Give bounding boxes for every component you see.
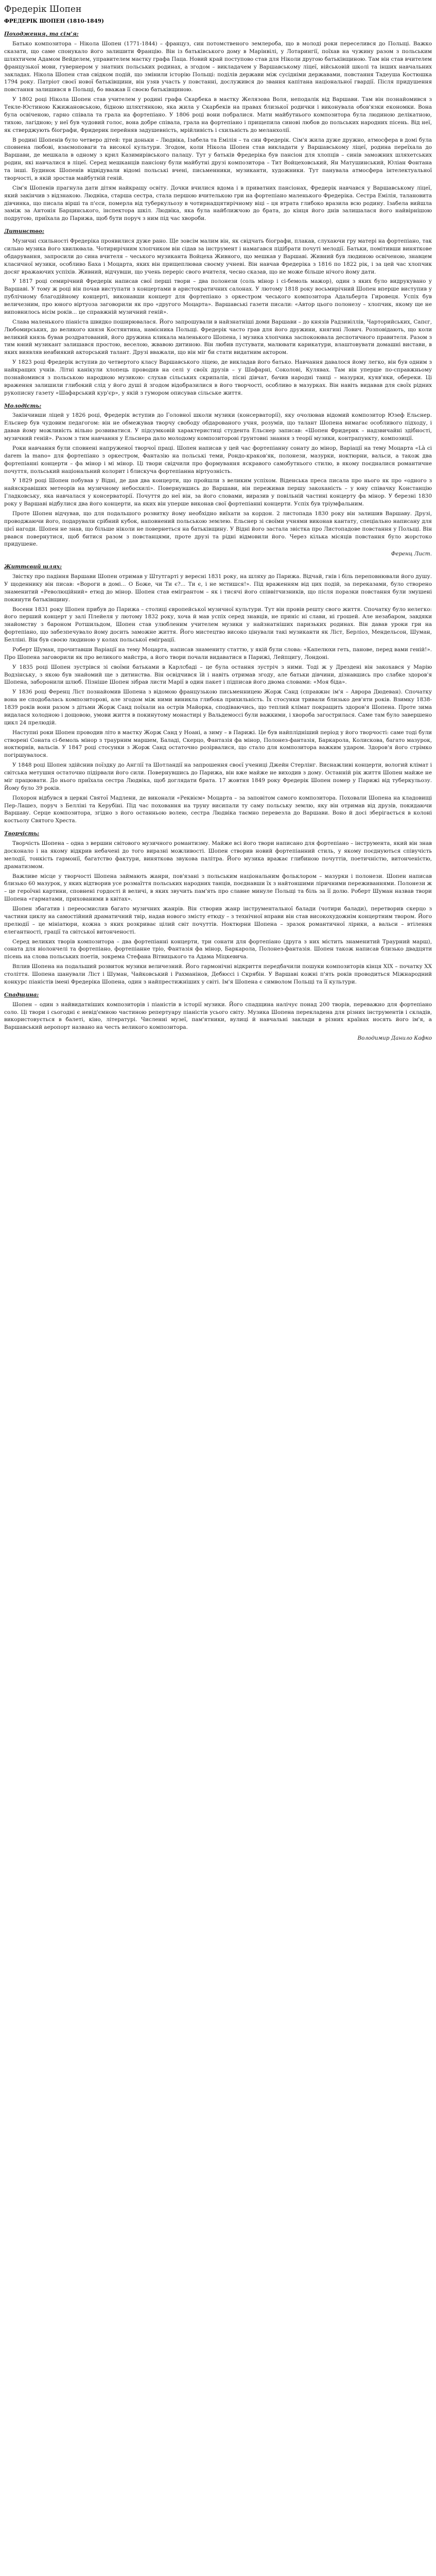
section-childhood [4, 228, 432, 397]
section-legacy [4, 991, 432, 1031]
section-origin [4, 30, 432, 223]
paragraph: Закінчивши ліцей у 1826 році, Фредерік вступив до Головної школи музики (консерваторії), яку очолював відомий композитор Юзеф Ельснер. Ельснер був чудовим педагогом: він не обмежував творчу свободу обдарованого учня, розумів, що талант Шопена вимагає особливого підходу, і давав йому можливість вільно розвиватися. У підсумковій характеристиці студента Ельснер записав: «Шопен Фридерик – надзвичайні здібності, музичний геній». Разом з тим навчання у Ельснера дало молодому композиторові ґрунтовні знання з теорії музики, контрапункту, композиції. [4, 412, 432, 442]
section-heading: Молодість: [4, 402, 42, 409]
paragraph: У 1823 році Фредерік вступив до четвертого класу Варшавського ліцею, де викладав його батько. Навчання давалося йому легко, він був одним з найкращих учнів. Літні канікули хлопець проводив на селі у своїх друзів – у Шафарні, Соколові, Кулявах. Там він уперше по-справжньому познайомився з польською народною музикою: слухав сільських скрипалів, пісні дівчат, бачив народні танці – мазурки, куяв'яки, обереки. Ці враження залишили глибокий слід у його душі й згодом відобразилися в його творчості, особливо в мазурках. Він навіть видавав для своїх рідних рукописну газету «Шафарський кур'єр», у якій з гумором описував сільське життя. [4, 359, 432, 396]
paragraph: Роберт Шуман, прочитавши Варіації на тему Моцарта, написав знамениту статтю, у якій були слова: «Капелюхи геть, панове, перед вами геній!». Про Шопена заговорили як про великого майстра, а його твори почали видаватися в Парижі, Лейпцигу, Лондоні. [4, 646, 432, 660]
paragraph: Восени 1831 року Шопен прибув до Парижа – столиці європейської музичної культури. Тут він провів решту свого життя. Спочатку було нелегко: його перший концерт у залі Плейеля у лютому 1832 року, хоча й мав успіх серед знавців, не приніс ні слави, ні грошей. Але незабаром, завдяки знайомству з бароном Ротшильдом, Шопен став улюбленим учителем музики у найзнатніших паризьких родинах. Він давав уроки гри на фортепіано, що забезпечувало йому досить заможне життя. Його мистецтво високо цінували такі музиканти як Ліст, Берліоз, Мендельсон, Шуман, Белліні. Він був своєю людиною у колах польської еміграції. [4, 606, 432, 643]
paragraph: Похорон відбувся в церкві Святої Мадлени, де виконали «Реквієм» Моцарта – за заповітом самого композитора. Поховали Шопена на кладовищі Пер-Лашез, поруч з Белліні та Керубіні. Під час поховання на труну висипали ту саму польську землю, яку він отримав від друзів, покидаючи Варшаву. Серце композитора, згідно з його останньою волею, сестра Людвіка таємно перевезла до Варшави. Воно й досі зберігається в колоні костьолу Святого Хреста. [4, 794, 432, 824]
paragraph: Шопен збагатив і переосмислив багато музичних жанрів. Він створив жанр інструментальної балади (чотири балади), перетворив скерцо з частини циклу на самостійний драматичний твір, надав нового змісту етюду – з технічної вправи він став високохудожнім концертним твором. Його прелюдії – це мініатюри, кожна з яких розкриває цілий світ почуттів. Ноктюрни Шопена – зразок романтичної лірики, а вальси – втілення елегантності, грації та світської витонченості. [4, 906, 432, 935]
section-heading: Спадщина: [4, 991, 39, 998]
paragraph: Важливе місце у творчості Шопена займають жанри, пов'язані з польським національним фольклором – мазурки і полонези. Шопен написав близько 60 мазурок, у яких відтворив усе розмаїття польських народних танців, поєднавши їх з найтоншими ліричними переживаннями. Полонези ж – це героїчні картини, сповнені гордості й величі, в яких звучить пам'ять про славне минуле Польщі та біль за її долю. Роберт Шуман назвав твори Шопена «гарматами, прихованими в квітах». [4, 873, 432, 903]
paragraph: У 1817 році семирічний Фредерік написав свої перші твори – два полонези (соль мінор і сі-бемоль мажор), один з яких було видрукувано у Варшаві. У тому ж році він почав виступати з концертами в аристократичних салонах. У лютому 1818 року восьмирічний Шопен вперше виступив у публічному благодійному концерті, виконавши концерт для фортепіано з оркестром чеського композитора Адальберта Гировеця. Успіх був величезним, про юного віртуоза заговорили як про «другого Моцарта». Варшавські газети писали: «Автор цього полонезу – хлопчик, якому ще не виповнилось вісім років... це справжній музичний геній». [4, 278, 432, 315]
paragraph: Вплив Шопена на подальший розвиток музики величезний. Його гармонічні відкриття передбачили пошуки композиторів кінця XIX – початку XX століття. Шопена шанували Ліст і Шуман, Чайковський і Рахманінов, Дебюссі і Скрябін. У Варшаві кожні п'ять років проводиться Міжнародний конкурс піаністів імені Фредеріка Шопена, один з найпрестижніших у світі. Ім'я Шопена є символом Польщі та її культури. [4, 963, 432, 985]
author-signature: Володимир Данило Кафко [357, 1035, 432, 1042]
paragraph: Серед великих творів композитора – два фортепіанні концерти, три сонати для фортепіано (друга з них містить знаменитий Траурний марш), соната для віолончелі та фортепіано, фортепіанне тріо, Фантазія фа мінор, Баркарола, Полонез-фантазія. Шопен також написав близько двадцяти пісень на слова польських поетів, зокрема Стефана Вітвицького та Адама Міцкевича. [4, 938, 432, 960]
paragraph: Роки навчання були сповнені напруженої творчої праці. Шопен написав у цей час фортепіанну сонату до мінор, Варіації на тему Моцарта «Là ci darem la mano» для фортепіано з оркестром, Фантазію на польські теми, Рондо-краков'як, полонези, мазурки, ноктюрни, вальси, а також два фортепіанні концерти – фа мінор і мі мінор. Ці твори свідчили про формування яскравого самобутнього стилю, в якому поєдналися романтичне почуття, польський національний колорит і блискуча фортепіанна віртуозність. [4, 445, 432, 474]
paragraph: У 1835 році Шопен зустрівся зі своїми батьками в Карлсбаді – це була остання зустріч з ними. Тоді ж у Дрездені він закохався у Марію Водзінську, з якою був знайомий ще з дитинства. Він освідчився їй і навіть отримав згоду, але батьки дівчини, дізнавшись про слабке здоров'я Шопена, заборонили шлюб. Пізніше Шопен зібрав листи Марії в один пакет і підписав його двома словами: «Моя біда». [4, 664, 432, 686]
quote-signature: Ференц Лист. [391, 551, 432, 557]
section-heading: Життєвий шлях: [4, 564, 62, 570]
page-title: Фредерік Шопен [4, 4, 82, 14]
paragraph: Звістку про падіння Варшави Шопен отримав у Штутгарті у вересні 1831 року, на шляху до Парижа. Відчай, гнів і біль переповнювали його душу. У щоденнику він писав: «Вороги в домі... О Боже, чи Ти є?... Ти є, і не мстишся!». Під враженням від цих подій, за переказами, було створено знаменитий «Революційний» етюд до мінор. Шопен став емігрантом – як і тисячі його співвітчизників, що після поразки повстання були змушені покинути батьківщину. [4, 573, 432, 603]
paragraph: У 1836 році Ференц Ліст познайомив Шопена з відомою французькою письменницею Жорж Санд (справжнє ім'я – Аврора Дюдеван). Спочатку вона не сподобалась композиторові, але згодом між ними виникла глибока прихильність. Їх стосунки тривали близько дев'яти років. Взимку 1838-1839 років вони разом з дітьми Жорж Санд поїхали на острів Майорка, сподіваючись, що теплий клімат покращить здоров'я Шопена. Проте зима видалася холодною і дощовою, умови життя в покинутому монастирі у Вальдемоссі були важкими, і хвороба загострилася. Саме там було завершено цикл 24 прелюдій. [4, 689, 432, 726]
paragraph: Сім'я Шопенів прагнула дати дітям найкращу освіту. Дочки вчилися вдома і в приватних пансіонах, Фредерік навчався у Варшавському ліцеї, який закінчив з відзнакою. Людвіка, старша сестра, стала першою вчителькою гри на фортепіано маленького Фредеріка. Сестра Емілія, талановита дівчинка, що писала вірші та п'єси, померла від туберкульозу в чотирнадцятирічному віці – ця втрата глибоко вразила всю родину. Ізабела вийшла заміж за Антонія Барцинського, інспектора шкіл. Людвіка, яка була найближчою до брата, до кінця його днів залишалася його найвірнішою подругою, приїхала до Парижа, щоб бути поруч з ним під час хвороби. [4, 184, 432, 222]
paragraph: Слава маленького піаніста швидко поширювалася. Його запрошували в найзнатніші доми Варшави – до князів Радзивіллів, Чарторийських, Сапєг, Любомирських, до великого князя Костянтина, намісника Польщі. Фредерік часто грав для його дружини, княгині Лович. Розповідають, що коли великий князь бував роздратований, його дружина кликала маленького Шопена, і музика хлопчика заспокоювала деспотичного правителя. Разом з тим юний музикант залишався простою, веселою, жвавою дитиною. Він любив пустувати, малювати карикатури, влаштовувати домашні вистави, в яких виявляв неабиякий акторський талант. Друзі вважали, що він міг би стати видатним актором. [4, 318, 432, 356]
section-heading: Творчість: [4, 831, 40, 837]
paragraph: У 1829 році Шопен побував у Відні, де дав два концерти, що пройшли з великим успіхом. Віденська преса писала про нього як про «одного з найяскравіших метеорів на музичному небосхилі». Повернувшись до Варшави, він переживав першу закоханість – у юну співачку Констанцію Гладковську, яка навчалася у консерваторії. Почуття до неї він, за його словами, виразив у повільній частині концерту фа мінор. У березні 1830 року у Варшаві відбулися два його концерти, на яких він уперше виконав свої фортепіанні концерти. Успіх був тріумфальним. [4, 478, 432, 507]
document-page [0, 0, 436, 1047]
section-life-path [4, 563, 432, 825]
paragraph: В родині Шопенів було четверо дітей: три доньки – Людвіка, Ізабела та Емілія – та син Фредерік. Сім'я жила дуже дружно, атмосфера в домі була сповнена любові, взаємоповаги та високої культури. Згодом, коли Нікола Шопен став викладати у Варшавському ліцеї, родина переїхала до Варшави, де мешкала в одному з крил Казимирівського палацу. Тут у батьків Фредеріка був пансіон для хлопців – синів заможних шляхетських родин, які навчалися в ліцеї. Серед мешканців пансіону були майбутні друзі композитора – Тит Войцеховський, Ян Матушинський, Юліан Фонтана та інші. Будинок Шопенів відвідували відомі польські вчені, письменники, музиканти, художники. Тут панувала атмосфера інтелектуальної творчості, в якій зростав майбутній геній. [4, 137, 432, 181]
paragraph: Наступні роки Шопен проводив літо в маєтку Жорж Санд у Ноані, а зиму – в Парижі. Це був найплідніший період у його творчості: саме тоді були створені Соната сі-бемоль мінор з траурним маршем, Баладі, Скерцо, Фантазія фа мінор, Полонез-фантазія, Баркарола, Колискова, багато мазурок, ноктюрнів, вальсів. У 1847 році стосунки з Жорж Санд остаточно розірвалися, що стало для композитора важким ударом. Здоров'я його стрімко погіршувалося. [4, 729, 432, 759]
page-subtitle: ФРЕДЕРІК ШОПЕН (1810-1849) [4, 18, 104, 25]
paragraph: Шопен – один з найвидатніших композиторів і піаністів в історії музики. Його спадщина налічує понад 200 творів, переважно для фортепіано соло. Ці твори і сьогодні є невід'ємною частиною репертуару піаністів усього світу. Музика Шопена перекладена для різних інструментів і складів, використовується в балеті, кіно, літературі. Численні музеї, пам'ятники, вулиці й навчальні заклади в різних країнах носять його ім'я, а Варшавський аеропорт названо на честь великого композитора. [4, 1001, 432, 1031]
paragraph: Творчість Шопена – одна з вершин світового музичного романтизму. Майже всі його твори написано для фортепіано – інструмента, який він знав досконало і на якому відкрив небачені до того виразні можливості. Шопен створив новий фортепіанний стиль, у якому поєднуються співучість мелодії, тонкість гармонії, багатство фактури, виняткова звукова палітра. Його музика вражає глибиною почуттів, поетичністю, витонченістю, драматизмом. [4, 840, 432, 870]
paragraph: Музичні схильності Фредеріка проявилися дуже рано. Ще зовсім малим він, як свідчать біографи, плакав, слухаючи гру матері на фортепіано, так сильно музика його хвилювала. Чотирирічним хлопчиком він сідав за інструмент і намагався підібрати почуті мелодії. Батьки, помітивши виняткове обдарування, запросили до сина вчителя – чеського музиканта Войцеха Живного, що мешкав у Варшаві. Живний був людиною освіченою, знавцем класичної музики, особливо Баха і Моцарта, яких він прищеплював своєму учневі. Він навчав Фредеріка з 1816 по 1822 рік, і за цей час хлопчик досяг вражаючих успіхів. Живний, відчувши, що учень переріс свого вчителя, чесно сказав, що не може більше нічого йому дати. [4, 238, 432, 275]
section-youth [4, 402, 432, 558]
paragraph: Проте Шопен відчував, що для подальшого розвитку йому необхідно виїхати за кордон. 2 листопада 1830 року він залишив Варшаву. Друзі, проводжаючи його, подарували срібний кубок, наповнений польською землею. Ельснер зі своїми учнями виконав кантату, спеціально написану для цієї нагоди. Шопен не знав, що більше ніколи не повернеться на батьківщину. У Відні його застала звістка про Листопадове повстання у Польщі. Він рвався повернутися, щоб битися разом з повстанцями, проте друзі та рідні відмовили його. Через кілька місяців повстання було жорстоко придушене. [4, 510, 432, 548]
section-heading: Дитинство: [4, 228, 44, 235]
paragraph: У 1802 році Нікола Шопен став учителем у родині графа Скарбека в маєтку Желязова Воля, неподалік від Варшави. Там він познайомився з Текле-Юстиною Кжижановською, бідною шляхтянкою, яка жила у Скарбеків на правах близької родички і виконувала обов'язки економки. Вона була освіченою, гарно співала та грала на фортепіано. У 1806 році вони побралися. Мати майбутнього композитора була людиною делікатною, тихою, лагідною; у неї був чудовий голос, вона добре співала, грала на фортепіано і прищепила синові любов до польських народних пісень. Від неї, як стверджують біографи, Фридерик перейняв задушевність, мрійливість і схильність до меланхолії. [4, 96, 432, 133]
section-heading: Походження, та сім'я: [4, 31, 79, 38]
paragraph: Батько композитора – Нікола Шопен (1771-1844) – француз, син потомственого землероба, що в молоді роки переселився до Польщі. Важко сказати, що саме спонукало його залишити Францію. Він із батьківського дому в Марінвілі, у Лотарингії, поїхав на чужину разом з польським шляхтичем Адамом Вейделем, управителем маєтку графа Паца. Новий край поступово став для Ніколи другою батьківщиною. Там він став вчителем французької мови, гувернером у знатних польських родинах, а згодом – викладачем у Варшавському ліцеї, військовій школі та інших навчальних закладах. Нікола Шопен став свідком подій, що змінили історію Польщі: поділів держави між сусідніми державами, повстання Тадеуша Костюшка 1794 року. Патріот своєї нової батьківщини, він узяв участь у повстанні, дослужився до звання капітана національної гвардії. Після придушення повстання залишився в Польщі, бо вважав її своєю батьківщиною. [4, 41, 432, 93]
section-creativity [4, 830, 432, 986]
paragraph: У 1848 році Шопен здійснив поїздку до Англії та Шотландії на запрошення своєї учениці Джейн Стерлінг. Виснажливі концерти, вологий клімат і світська метушня остаточно підірвали його сили. Повернувшись до Парижа, він вже майже не виходив з дому. Останній рік життя Шопен майже не міг працювати. До нього приїхала сестра Людвіка, щоб доглядати брата. 17 жовтня 1849 року Фредерік Шопен помер у Парижі від туберкульозу. Йому було 39 років. [4, 762, 432, 791]
